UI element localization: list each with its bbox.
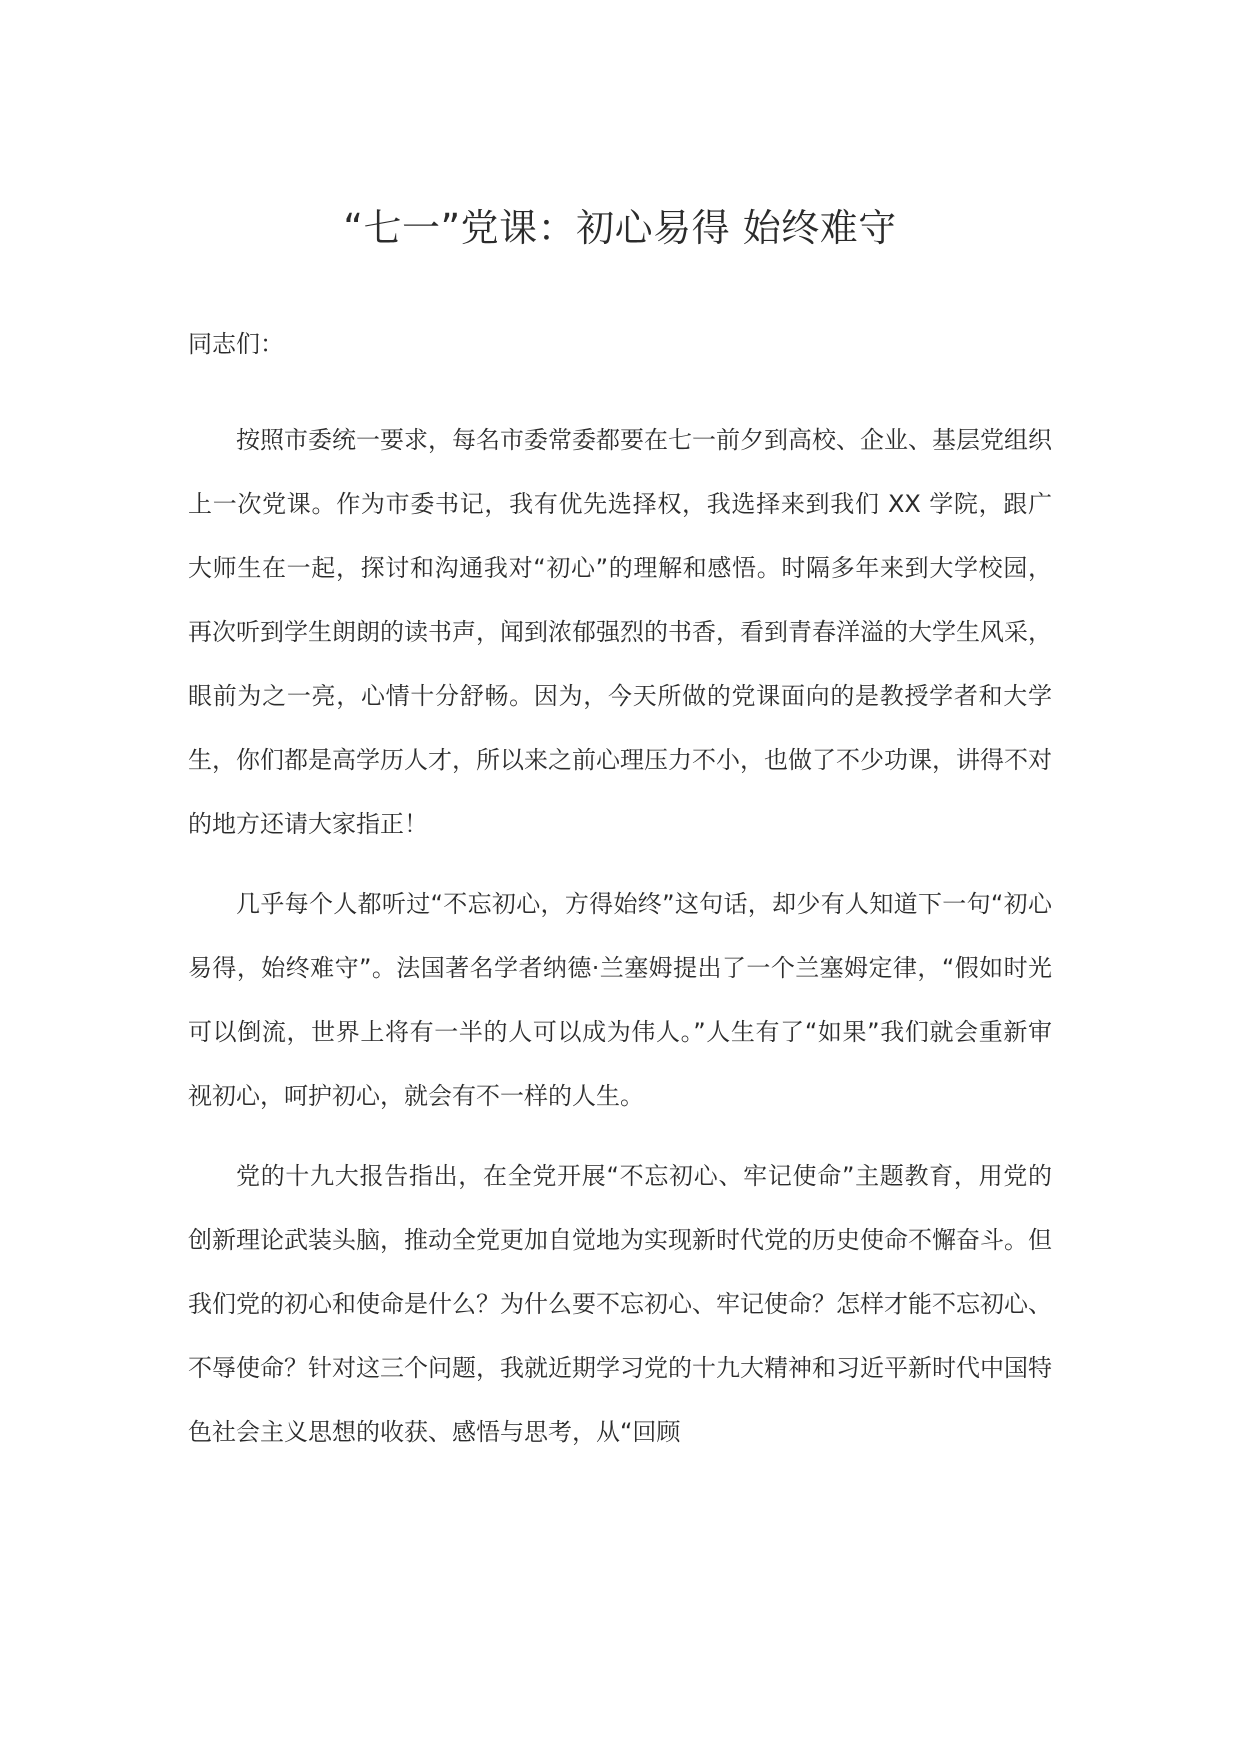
paragraph: 党的十九大报告指出，在全党开展“不忘初心、牢记使命”主题教育，用党的创新理论武装头脑，推动全党更加自觉地为实现新时代党的历史使命不懈奋斗。但我们党的初心和使命是什么？为什么要不忘初心、牢记使命？怎样才能不忘初心、不辱使命？针对这三个问题，我就近期学习党的十九大精神和习近平新时代中国特色社会主义思想的收获、感悟与思考，从“回顾 (188, 1162, 1052, 1446)
document-body (188, 320, 1052, 1480)
document-title: “七一”党课：初心易得 始终难守 (343, 206, 897, 250)
paragraph: 按照市委统一要求，每名市委常委都要在七一前夕到高校、企业、基层党组织上一次党课。作为市委书记，我有优先选择权，我选择来到我们 XX 学院，跟广大师生在一起，探讨和沟通我对“初心”的理解和感悟。时隔多年来到大学校园，再次听到学生朗朗的读书声，闻到浓郁强烈的书香，看到青春洋溢的大学生风采，眼前为之一亮，心情十分舒畅。因为，今天所做的党课面向的是教授学者和大学生，你们都是高学历人才，所以来之前心理压力不小，也做了不少功课，讲得不对的地方还请大家指正！ (188, 426, 1052, 838)
salutation: 同志们： (188, 330, 284, 358)
paragraph: 几乎每个人都听过“不忘初心，方得始终”这句话，却少有人知道下一句“初心易得，始终难守”。法国著名学者纳德·兰塞姆提出了一个兰塞姆定律，“假如时光可以倒流，世界上将有一半的人可以成为伟人。”人生有了“如果”我们就会重新审视初心，呵护初心，就会有不一样的人生。 (188, 890, 1052, 1110)
